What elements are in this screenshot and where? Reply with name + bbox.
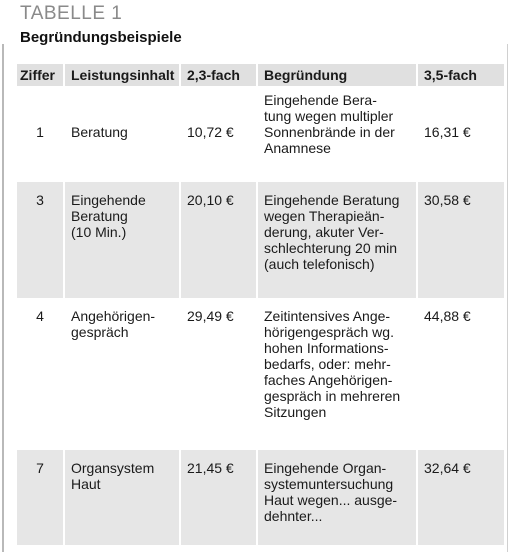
reasons-table — [17, 64, 504, 545]
cell-3-5-fach: 30,58 € — [417, 182, 504, 298]
table-row — [17, 298, 504, 450]
header-begruendung: Begründung — [257, 64, 417, 86]
cell-ziffer: 4 — [36, 308, 44, 324]
table-row — [17, 86, 504, 182]
cell-leistungsinhalt: Organsystem Haut — [64, 450, 180, 545]
cell-begruendung: Zeitintensives Ange- hörigengespräch wg. hohen Informations- bedarfs, oder: mehr- faches Angehörigen- gespräch in mehreren Sitzungen — [257, 298, 417, 450]
table-header-row — [17, 64, 504, 86]
cell-leistungsinhalt: Beratung — [64, 86, 180, 182]
cell-2-3-fach: 21,45 € — [180, 450, 257, 545]
left-border-line — [2, 44, 4, 552]
table-row — [17, 450, 504, 545]
cell-ziffer: 7 — [36, 460, 44, 476]
header-ziffer: Ziffer — [20, 67, 55, 83]
table-row — [17, 182, 504, 298]
cell-3-5-fach: 32,64 € — [417, 450, 504, 545]
cell-begruendung: Eingehende Bera- tung wegen multipler Sonnenbrände in der Anamnese — [257, 86, 417, 182]
cell-leistungsinhalt: Eingehende Beratung (10 Min.) — [64, 182, 180, 298]
header-3-5-fach: 3,5-fach — [417, 64, 504, 86]
cell-2-3-fach: 29,49 € — [180, 298, 257, 450]
header-leistungsinhalt: Leistungsinhalt — [64, 64, 180, 86]
cell-ziffer: 1 — [36, 124, 44, 140]
right-border-line — [507, 44, 508, 552]
cell-2-3-fach: 10,72 € — [180, 86, 257, 182]
cell-ziffer: 3 — [36, 192, 44, 208]
table-label: TABELLE 1 — [20, 3, 123, 24]
cell-3-5-fach: 44,88 € — [417, 298, 504, 450]
header-2-3-fach: 2,3-fach — [180, 64, 257, 86]
cell-2-3-fach: 20,10 € — [180, 182, 257, 298]
cell-begruendung: Eingehende Beratung wegen Therapieän- derung, akuter Ver- schlechterung 20 min (auch telefonisch) — [257, 182, 417, 298]
table-title: Begründungsbeispiele — [20, 29, 182, 46]
cell-begruendung: Eingehende Organ- systemuntersuchung Haut wegen... ausge- dehnter... — [257, 450, 417, 545]
cell-leistungsinhalt: Angehörigen- gespräch — [64, 298, 180, 450]
cell-3-5-fach: 16,31 € — [417, 86, 504, 182]
